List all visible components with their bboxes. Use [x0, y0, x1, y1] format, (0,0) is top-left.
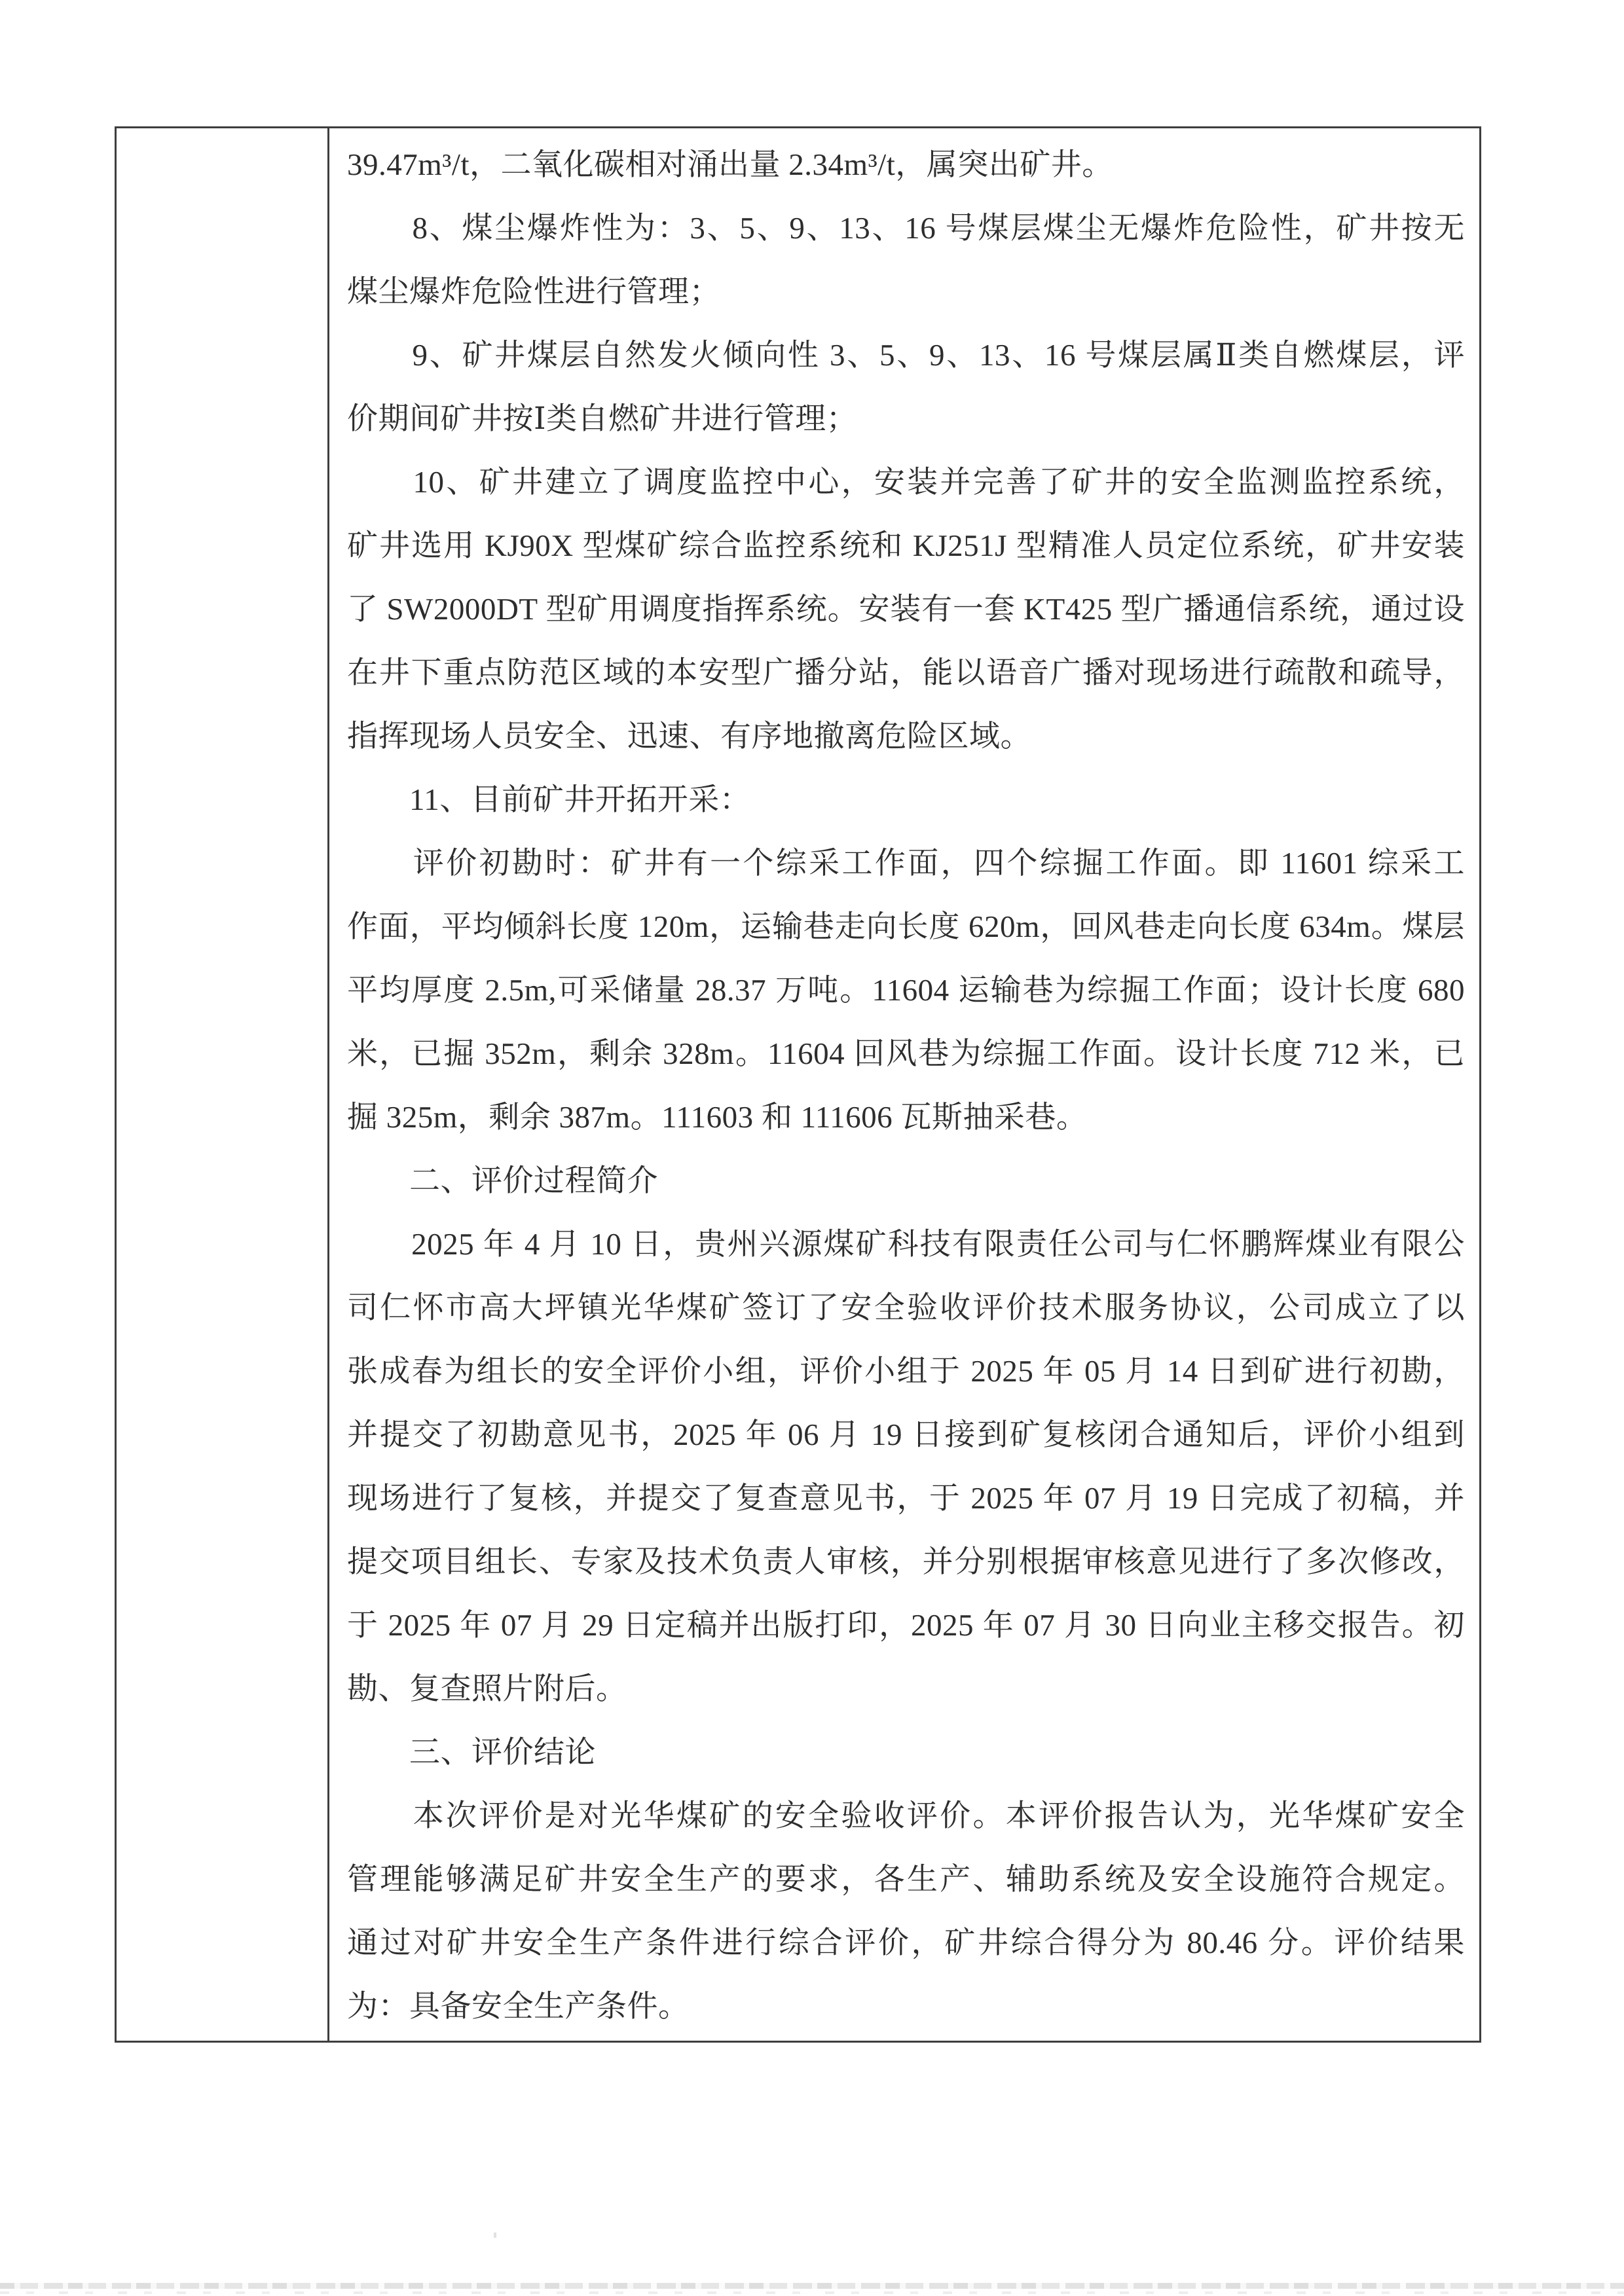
text-line: 2025 年 4 月 10 日，贵州兴源煤矿科技有限责任公司与仁怀鹏辉煤业有限公 — [347, 1228, 1465, 1262]
text-line: 11、目前矿井开拓开采： — [347, 783, 751, 817]
text-line: 掘 325m，剩余 387m。111603 和 111606 瓦斯抽采巷。 — [347, 1101, 1088, 1135]
text-line: 8、煤尘爆炸性为：3、5、9、13、16 号煤层煤尘无爆炸危险性，矿井按无 — [347, 211, 1465, 246]
text-line: 米，已掘 352m，剩余 328m。11604 回风巷为综掘工作面。设计长度 712 米，已 — [347, 1037, 1465, 1071]
text-line: 本次评价是对光华煤矿的安全验收评价。本评价报告认为，光华煤矿安全 — [347, 1799, 1465, 1833]
text-line: 司仁怀市高大坪镇光华煤矿签订了安全验收评价技术服务协议，公司成立了以 — [347, 1291, 1465, 1325]
text-line: 于 2025 年 07 月 29 日定稿并出版打印，2025 年 07 月 30 日向业主移交报告。初 — [347, 1609, 1465, 1643]
section-heading: 三、评价结论 — [347, 1736, 596, 1770]
report-table — [115, 126, 1481, 2043]
table-content-cell — [329, 128, 1479, 2041]
text-line: 管理能够满足矿井安全生产的要求，各生产、辅助系统及安全设施符合规定。 — [347, 1863, 1465, 1897]
text-line: 39.47m³/t，二氧化碳相对涌出量 2.34m³/t，属突出矿井。 — [347, 148, 1113, 182]
text-line: 矿井选用 KJ90X 型煤矿综合监控系统和 KJ251J 型精准人员定位系统，矿井安装 — [347, 529, 1465, 563]
text-line: 勘、复查照片附后。 — [347, 1672, 627, 1706]
text-line: 评价初勘时：矿井有一个综采工作面，四个综掘工作面。即 11601 综采工 — [347, 847, 1465, 881]
text-line: 价期间矿井按Ⅰ类自燃矿井进行管理； — [347, 402, 858, 436]
text-line: 10、矿井建立了调度监控中心，安装并完善了矿井的安全监测监控系统， — [347, 465, 1465, 500]
text-line: 为：具备安全生产条件。 — [347, 1990, 690, 2024]
text-line: 张成春为组长的安全评价小组，评价小组于 2025 年 05 月 14 日到矿进行初勘， — [347, 1355, 1465, 1389]
text-line: 9、矿井煤层自然发火倾向性 3、5、9、13、16 号煤层属Ⅱ类自燃煤层，评 — [347, 338, 1465, 373]
table-label-cell-empty — [117, 128, 329, 2041]
text-line: 平均厚度 2.5m,可采储量 28.37 万吨。11604 运输巷为综掘工作面；设计长度 680 — [347, 974, 1465, 1008]
text-line: 现场进行了复核，并提交了复查意见书，于 2025 年 07 月 19 日完成了初稿，并 — [347, 1482, 1465, 1516]
text-line: 指挥现场人员安全、迅速、有序地撤离危险区域。 — [347, 720, 1031, 754]
scan-artifact-band — [0, 2283, 1624, 2289]
section-heading: 二、评价过程简介 — [347, 1164, 658, 1198]
text-line: 提交项目组长、专家及技术负责人审核，并分别根据审核意见进行了多次修改， — [347, 1545, 1465, 1579]
text-line: 通过对矿井安全生产条件进行综合评价，矿井综合得分为 80.46 分。评价结果 — [347, 1926, 1465, 1960]
text-line: 了 SW2000DT 型矿用调度指挥系统。安装有一套 KT425 型广播通信系统，通过设 — [347, 592, 1465, 627]
text-line: 作面，平均倾斜长度 120m，运输巷走向长度 620m，回风巷走向长度 634m。煤层 — [347, 910, 1465, 944]
text-line: 并提交了初勘意见书，2025 年 06 月 19 日接到矿复核闭合通知后，评价小组到 — [347, 1418, 1465, 1452]
text-line: 煤尘爆炸危险性进行管理； — [347, 275, 720, 309]
text-line: 在井下重点防范区域的本安型广播分站，能以语音广播对现场进行疏散和疏导， — [347, 656, 1465, 690]
scan-artifact-band — [0, 2291, 1624, 2294]
scan-artifact-dot — [494, 2232, 496, 2238]
